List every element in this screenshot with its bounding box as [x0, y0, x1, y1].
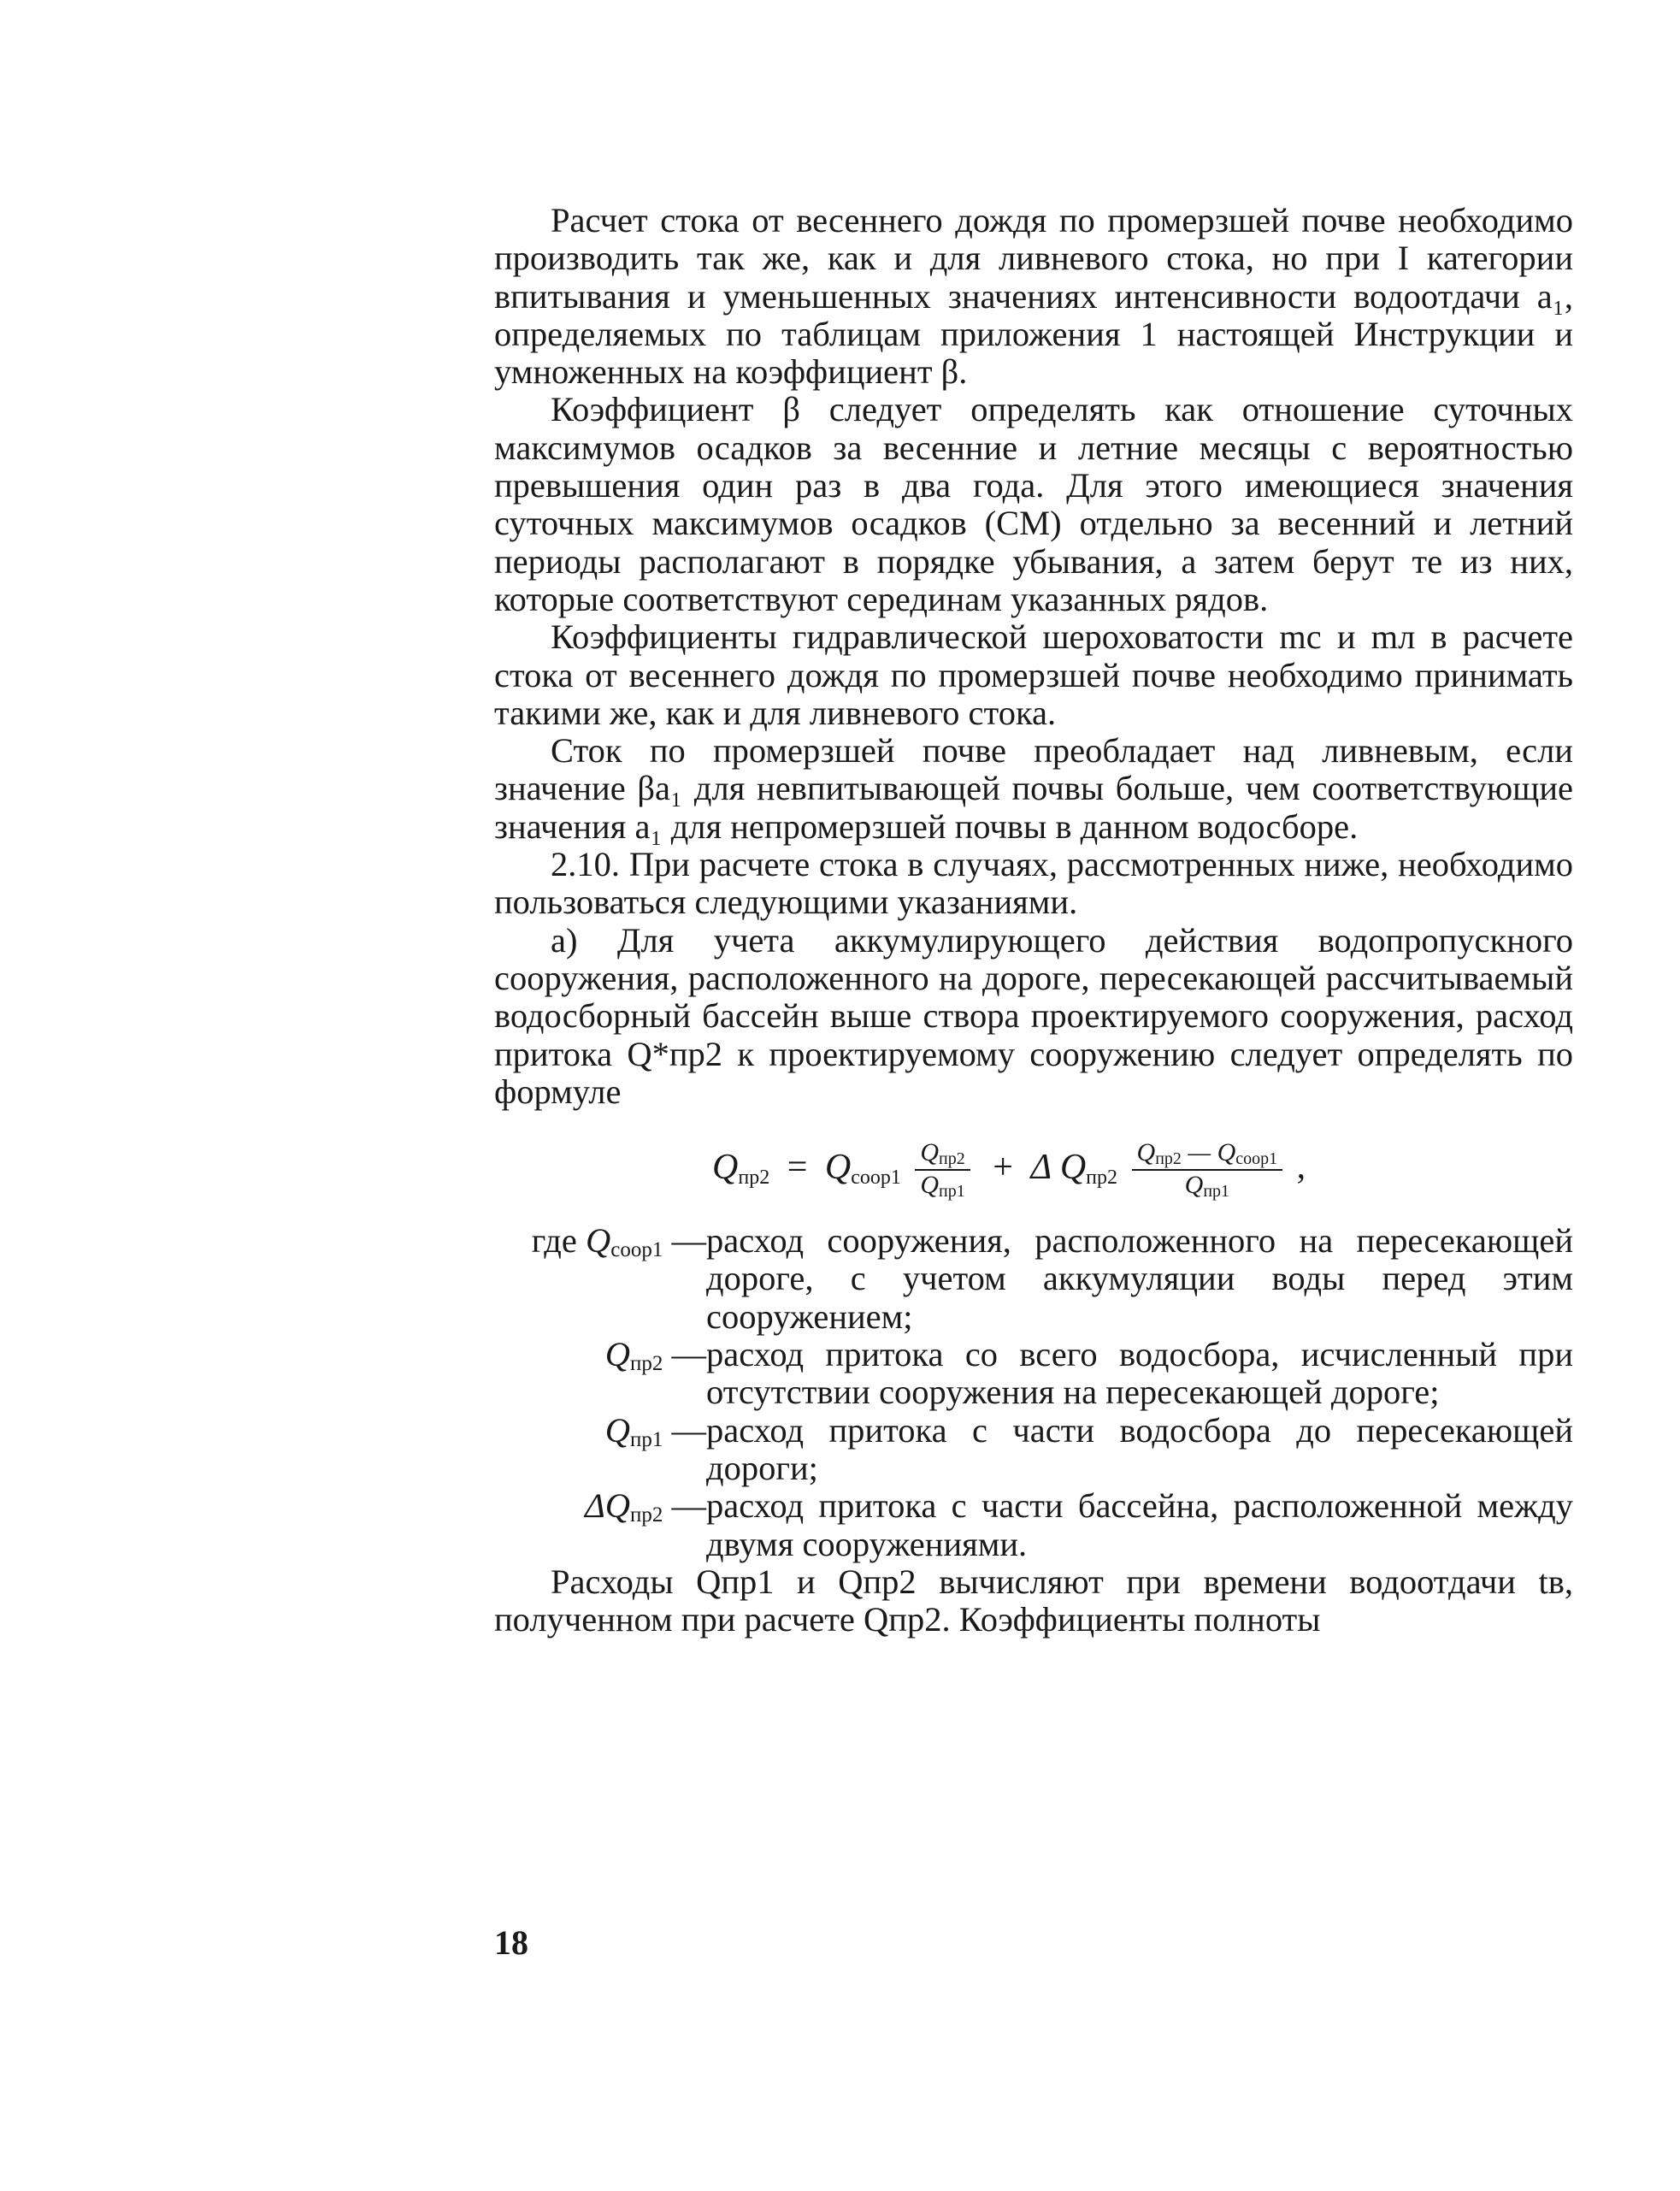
- page-body: [494, 202, 1573, 1639]
- definition-text: расход притока со всего водосбора, исчисленный при отсутствии сооружения на пересекающей дороге;: [706, 1335, 1573, 1412]
- paragraph-beta-coefficient: Коэффициент β следует определять как отношение суточных максимумов осадков за весенние и летние месяцы с вероятностью превышения один раз в два года. Для этого имеющиеся значения суточных максимумов осадков (СМ) отдельно за весенний и летний периоды располагают в порядке убывания, а затем берут те из них, которые соответствуют серединам указанных рядов.: [494, 390, 1573, 618]
- symbol-definitions: [494, 1222, 1573, 1563]
- formula-plus: +: [993, 1147, 1013, 1187]
- paragraph-accumulation-note: а) Для учета аккумулирующего действия водопропускного сооружения, расположенного на дороге, пересекающей рассчитываемый водосборный бассейн выше створа проектируемого сооружения, расход притока Q*пр2 к проектируемому сооружению следует определять по формуле: [494, 920, 1573, 1111]
- page-number: 18: [494, 1923, 528, 1962]
- paragraph-section-2-10: 2.10. При расчете стока в случаях, рассмотренных ниже, необходимо пользоваться следующими указаниями.: [494, 845, 1573, 922]
- paragraph-roughness-coefficients: Коэффициенты гидравлической шероховатости mс и mл в расчете стока от весеннего дождя по промерзшей почве необходимо принимать такими же, как и для ливневого стока.: [494, 617, 1573, 732]
- definition-term: где $Q_{соор1}$ —: [531, 1221, 706, 1262]
- formula-lhs: $Q_{пр2}$: [712, 1147, 770, 1189]
- paragraph-runoff-comparison: Сток по промерзшей почве преобладает над ливневым, если значение βa₁ для невпитывающей почвы больше, чем соответствующие значения a₁ для непромерзшей почвы в данном водосборе.: [494, 731, 1573, 846]
- definition-term: $\Delta Q_{пр2}$ —: [584, 1486, 706, 1527]
- definition-text: расход притока с части водосбора до пересекающей дороги;: [706, 1410, 1573, 1487]
- definition-text: расход притока с части бассейна, расположенной между двумя сооружениями.: [706, 1486, 1573, 1563]
- paragraph-spring-rain-runoff: Расчет стока от весеннего дождя по промерзшей почве необходимо производить так же, как и для ливневого стока, но при I категории впитывания и уменьшенных значениях интенсивности водоотдачи a₁, определяемых по таблицам приложения 1 настоящей Инструкции и умноженных на коэффициент β.: [494, 201, 1573, 392]
- definition-term: $Q_{пр1}$ —: [604, 1410, 706, 1451]
- formula-fraction-2: $\frac{Q_{пр2} — Q_{соор1}}{Q_{пр1}}$: [1132, 1138, 1283, 1202]
- formula-equals: =: [787, 1147, 808, 1187]
- definition-term: $Q_{пр2}$ —: [604, 1335, 706, 1376]
- formula-fraction-1: $\frac{Q_{пр2}}{Q_{пр1}}$: [915, 1138, 970, 1202]
- formula-term-delta-inflow: Δ $Q_{пр2}$: [1030, 1147, 1118, 1189]
- definition-text: расход сооружения, расположенного на пересекающей дороге, с учетом аккумуляции воды перед этим сооружением;: [706, 1221, 1573, 1336]
- inflow-formula: [494, 1138, 1573, 1202]
- paragraph-flow-calculation: Расходы Qпр1 и Qпр2 вычисляют при времени водоотдачи tв, полученном при расчете Qпр2. Коэффициенты полноты: [494, 1562, 1573, 1639]
- formula-trailing-comma: ,: [1296, 1147, 1306, 1187]
- formula-term-structure-flow: $Q_{соор1}$: [824, 1147, 901, 1189]
